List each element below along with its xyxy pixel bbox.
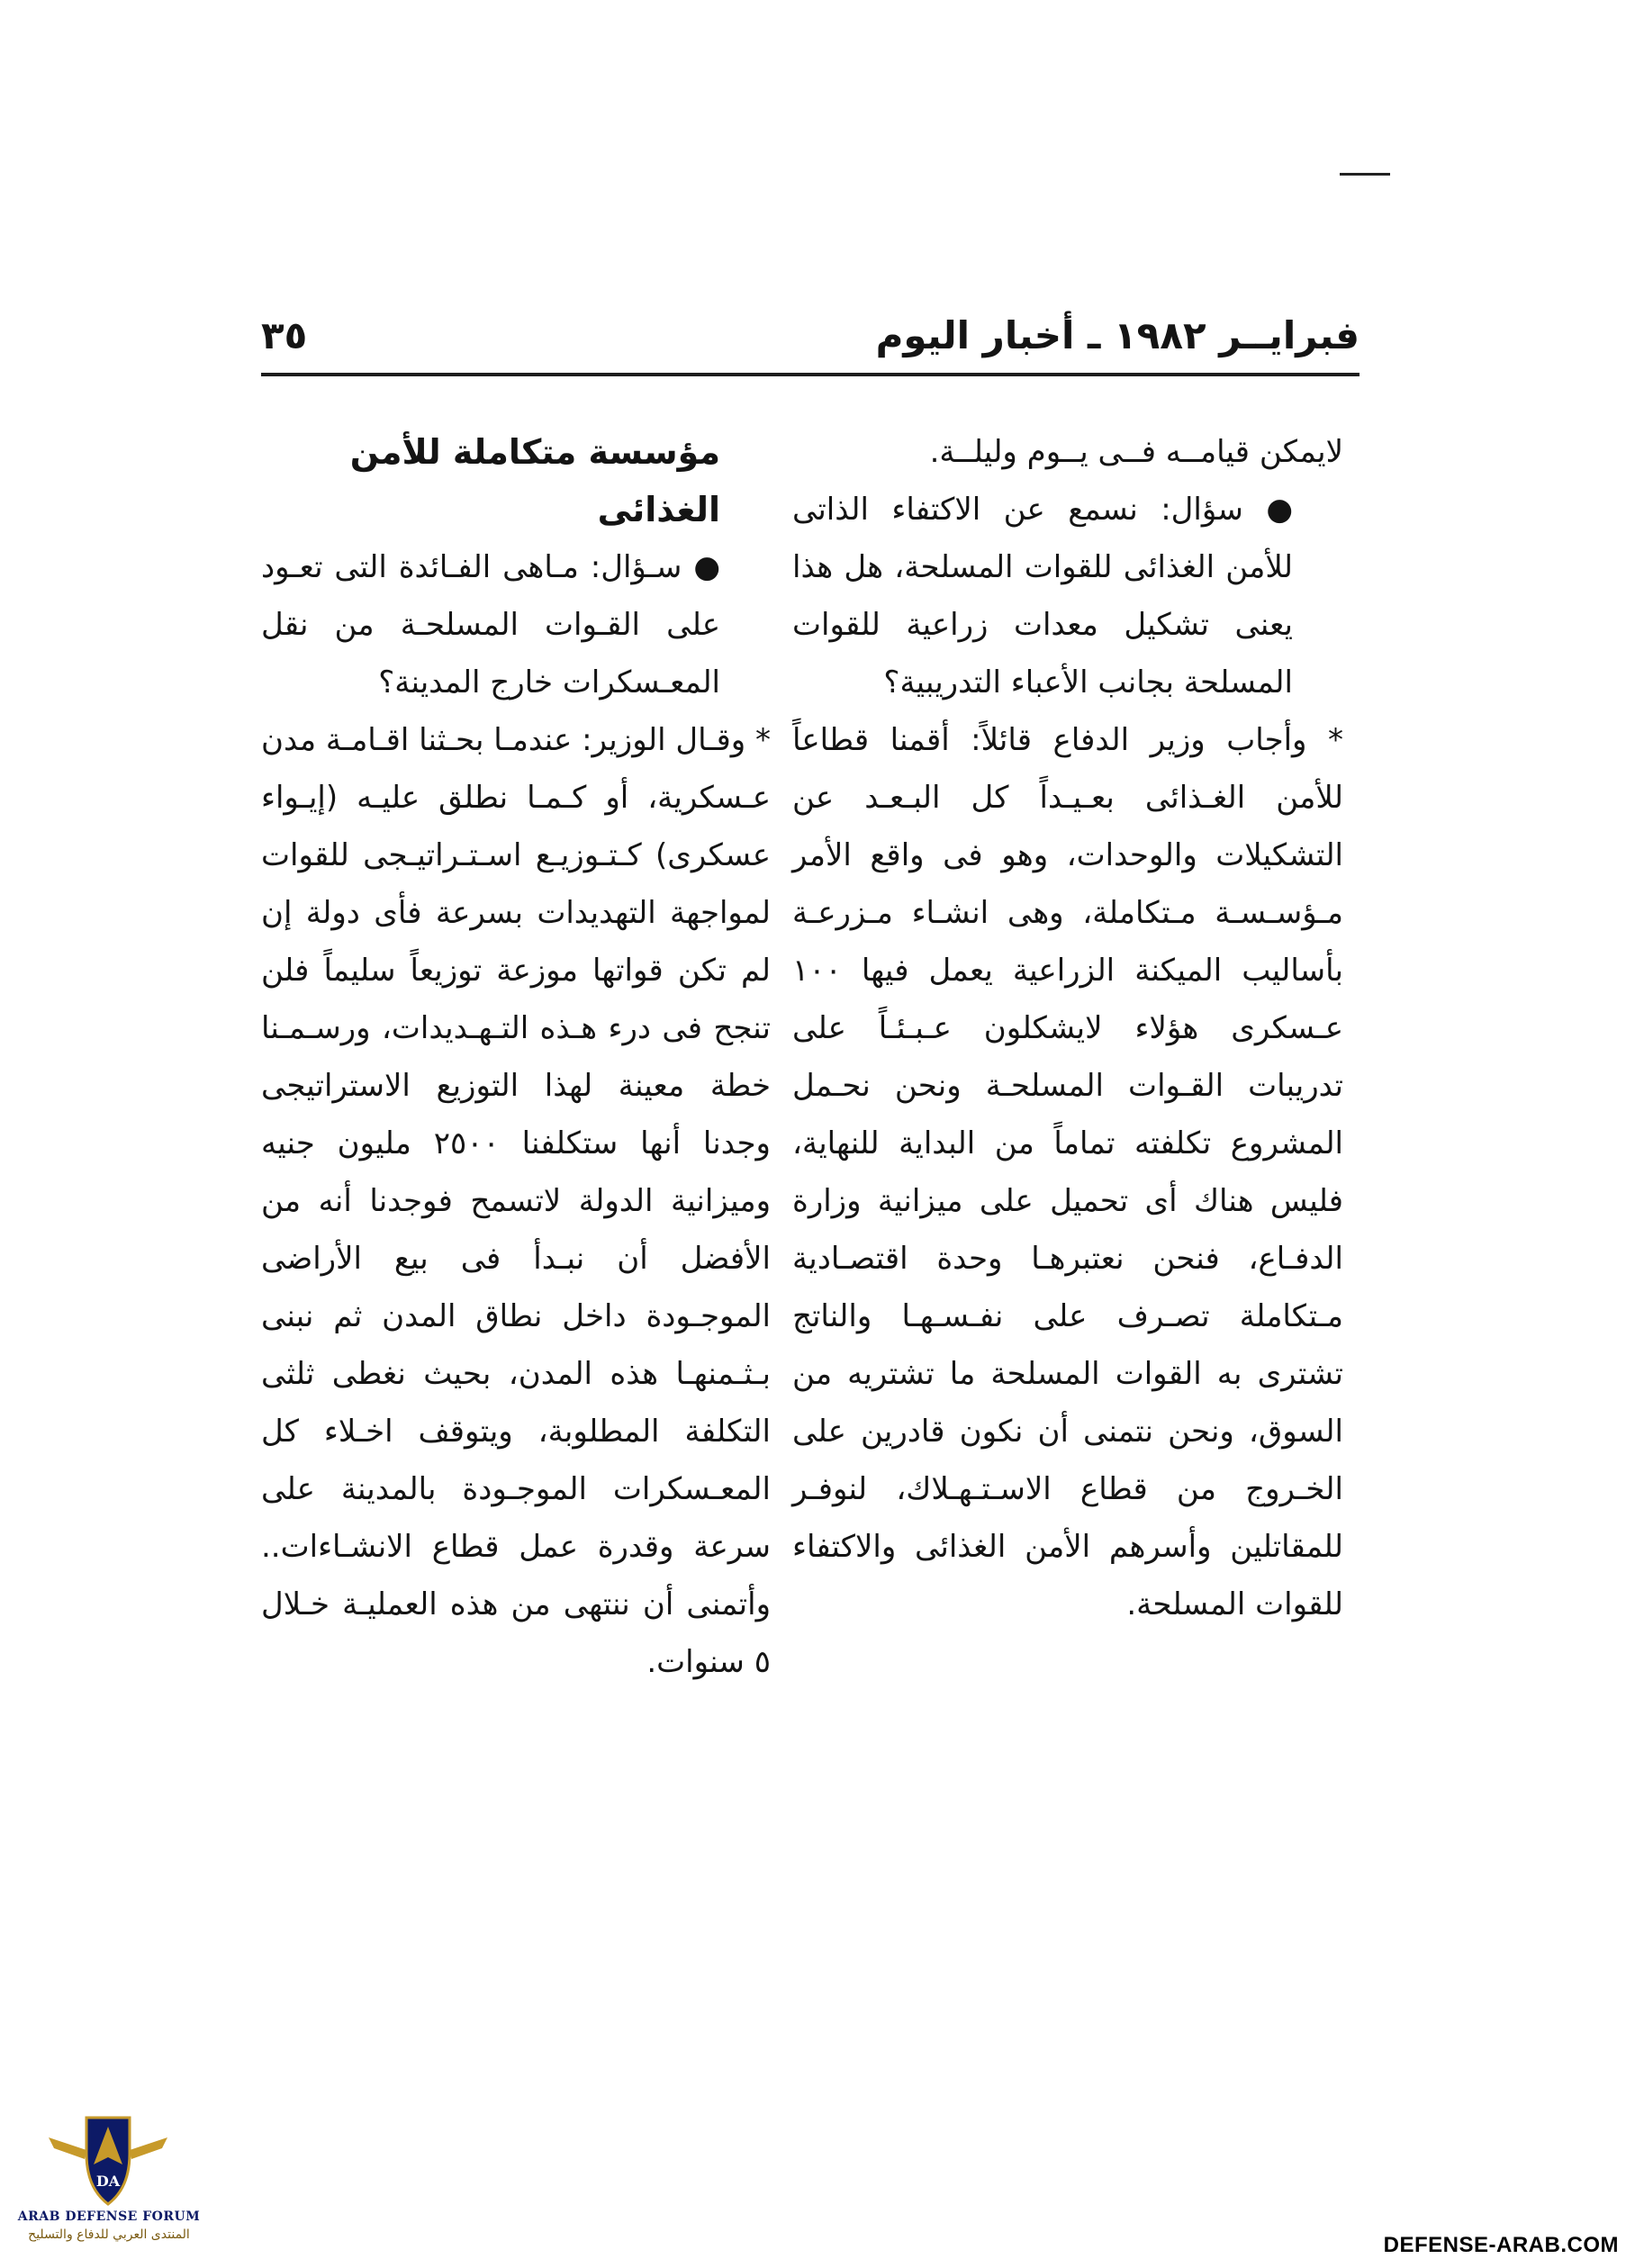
answer-paragraph: * وقـال الوزير: عندمـا بحـثنا اقـامـة مدن عـسكرية، أو كـمـا نطلق عليـه (إيـواء عسكرى) كـتـوزيـع اسـتـراتيـجى للقوات لمواجهة التهديدات بسرعة فأى دولة إن لم تكن قواتها موزعة توزيعاً سليماً فلن تنجح فى درء هـذه التـهـديدات، ورسـمـنا خطة معينة لهذا التوزيع الاستراتيجى وجدنا أنها ستكلفنا ٢٥٠٠ مليون جنيه وميزانية الدولة لاتسمح فوجدنا أنه من الأفضل أن نبـدأ فى بيع الأراضى الموجـودة داخل نطاق المدن ثم نبنى بـثـمنهـا هذه المدن، بحيث نغطى ثلثى التكلفة المطلوبة، ويتوقف اخـلاء كل المعـسكرات الموجـودة بالمدينة على سرعة وقدرة عمل قطاع الانشـاءات.. وأتمنى أن ننتهى من هذه العمليـة خـلال ٥ سنوات. [261,722,771,1680]
page-number: ٣٥ [261,313,308,357]
forum-logo [14,2110,203,2268]
question-paragraph: ● سؤال: نسمع عن الاكتفاء الذاتى للأمن الغذائى للقوات المسلحة، هل هذا يعنى تشكيل معدات زراعية للقوات المسلحة بجانب الأعباء التدريبية؟ [792,492,1293,700]
section-subheading: مؤسسة متكاملة للأمن الغذائى [349,432,720,529]
left-wing-icon [49,2137,86,2159]
watermark-site: DEFENSE-ARAB.COM [1383,2233,1619,2257]
answer-paragraph: * وأجاب وزير الدفاع قائلاً: أقمنا قطاعاً للأمن الغـذائى بعـيـداً كل البـعـد عن التشكيلات والوحدات، وهو فى واقع الأمر مـؤسـسـة مـتكاملة، وهى انشـاء مـزرعـة بأساليب الميكنة الزراعية يعمل فيها ١٠٠ عـسكرى هؤلاء لايشكلون عـبـئـاً على تدريبات القـوات المسلحـة ونحن نحـمل المشروع تكلفته تماماً من البداية للنهاية، فليس هناك أى تحميل على ميزانية وزارة الدفـاع، فنحن نعتبرهـا وحدة اقتصـادية مـتكاملة تصـرف على نفـسـهـا والناتج تشترى به القوات المسلحة ما تشتريه من السوق، ونحن نتمنى أن نكون قادرين على الخـروج من قطاع الاسـتـهـلاك، لنوفـر للمقاتلين وأسرهم الأمن الغذائى والاكتفاء للقوات المسلحة. [792,722,1343,1622]
question-paragraph: ● سـؤال: مـاهى الفـائدة التى تعـود على القـوات المسلحـة من نقل المعـسكرات خارج المدينة؟ [261,549,720,700]
column-left [261,423,771,1691]
header-rule [261,373,1360,376]
right-wing-icon [130,2137,167,2159]
logo-initials: DA [95,2173,121,2190]
scan-edge-mark [1340,173,1390,176]
forum-name-en: ARAB DEFENSE FORUM [17,2209,201,2224]
paragraph: لايمكن قيامــه فــى يــوم وليلــة. [929,434,1343,470]
running-title: فبرايــر ١٩٨٢ ـ أخبار اليوم [875,313,1360,357]
shield-wings-icon [45,2110,171,2209]
column-right [792,423,1343,1633]
forum-name-ar: المنتدى العربي للدفاع والتسليح [28,2227,190,2242]
